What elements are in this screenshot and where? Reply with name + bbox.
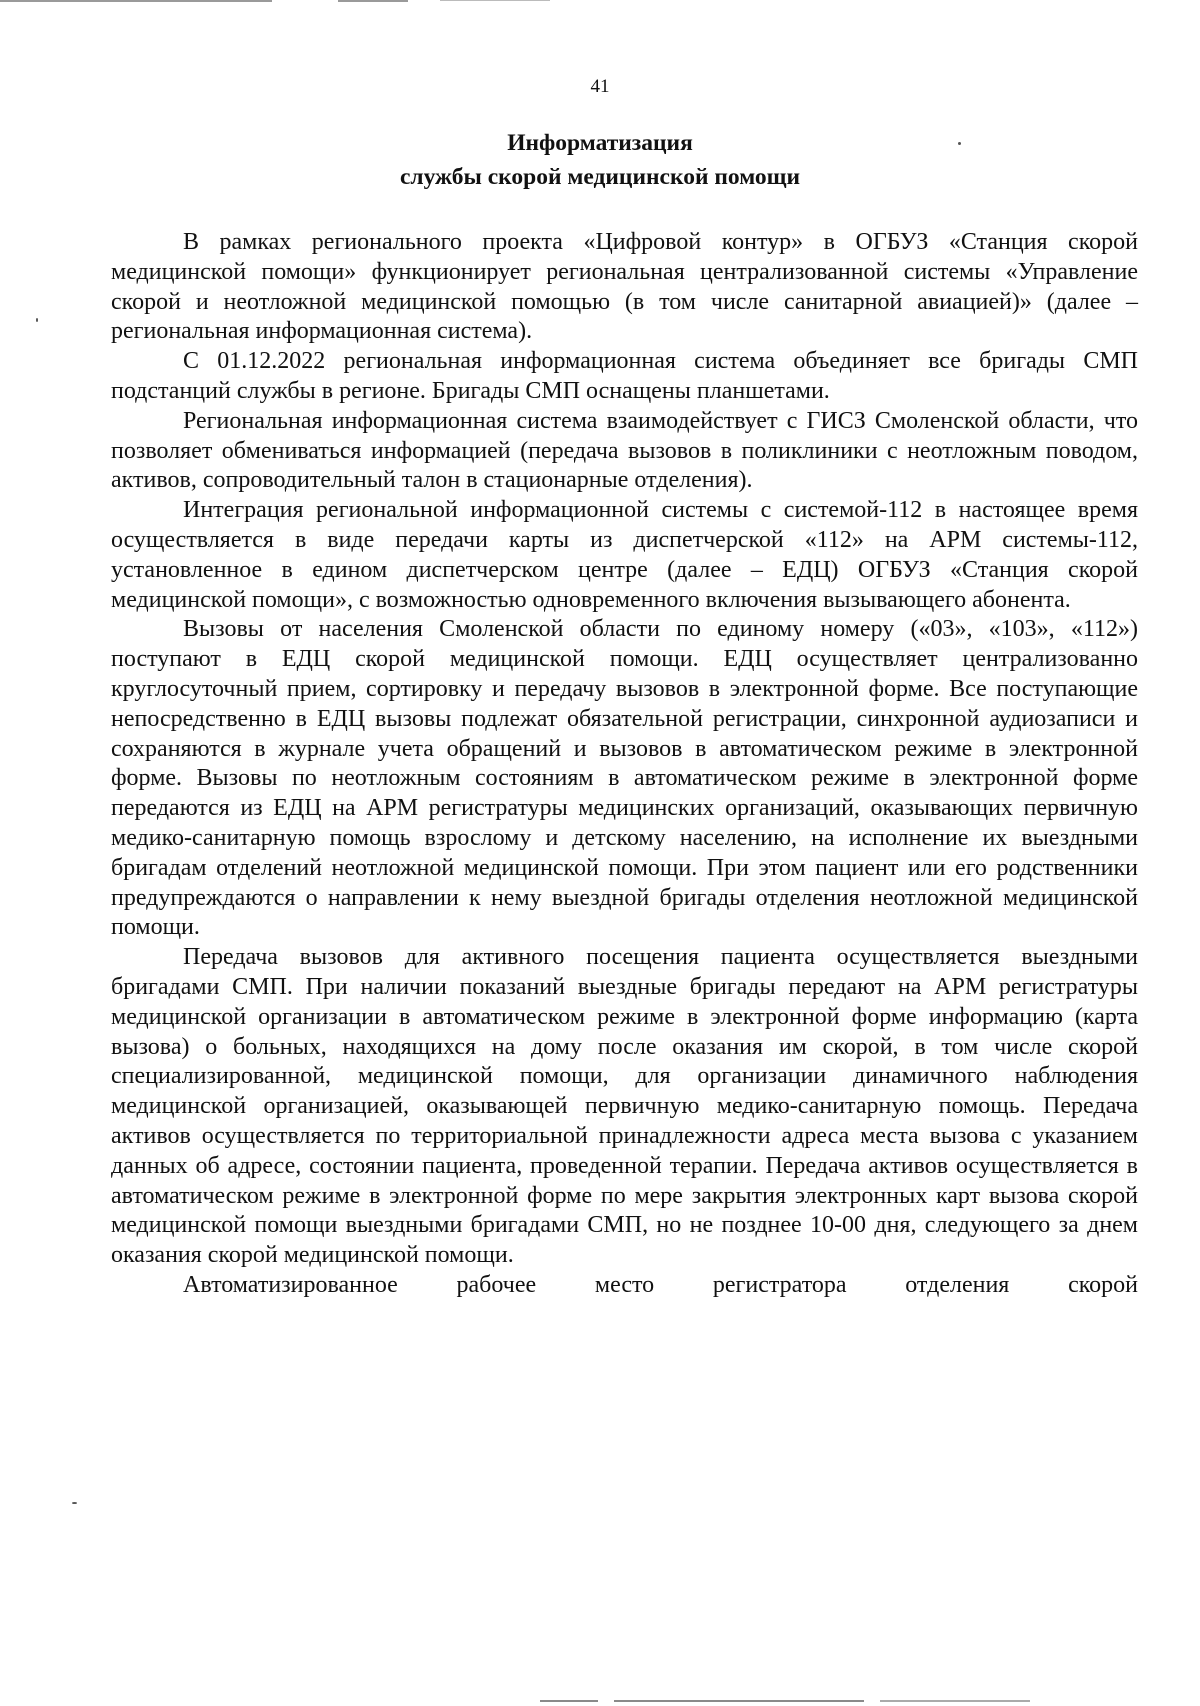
scan-artifact-bottom-mid: [614, 1700, 864, 1702]
page-number: 41: [590, 76, 610, 97]
title-line-2: службы скорой медицинской помощи: [399, 164, 801, 190]
paragraph-4: Интеграция региональной информационной системы с системой-112 в настоящее время осуществляется в виде передачи карты из диспетчерской «112» на АРМ системы-112, установленное в едином диспетчерском центре (далее – ЕДЦ) ОГБУЗ «Станция скорой медицинской помощи», с возможностью одновременного включения вызывающего абонента.: [111, 497, 1138, 613]
paragraph-6: Передача вызовов для активного посещения пациента осуществляется выездными бригадами СМП. При наличии показаний выездные бригады передают на АРМ регистратуры медицинской организации в автоматическом режиме в электронной форме информацию (карта вызова) о больных, находящихся на дому после оказания им скорой, в том числе скорой специализированной, медицинской помощи, для организации динамичного наблюдения медицинской организацией, оказывающей первичную медико-санитарную помощь. Передача активов осуществляется по территориальной принадлежности адреса места вызова с указанием данных об адресе, состоянии пациента, проведенной терапии. Передача активов осуществляется в автоматическом режиме в электронной форме по мере закрытия электронных карт вызова скорой медицинской помощи выездными бригадами СМП, но не позднее 10-00 дня, следующего за днем оказания скорой медицинской помощи.: [111, 944, 1138, 1269]
scan-speck: [36, 318, 38, 322]
document-body: [111, 228, 1138, 1301]
scan-speck: [958, 142, 961, 145]
scan-artifact-top-mid: [338, 0, 408, 2]
paragraph-2: С 01.12.2022 региональная информационная система объединяет все бригады СМП подстанций службы в регионе. Бригады СМП оснащены планшетами.: [111, 348, 1138, 404]
scan-artifact-bottom-right: [880, 1700, 1030, 1702]
scan-artifact-top-left: [0, 0, 272, 2]
paragraph-7: Автоматизированное рабочее место регистратора отделения скорой: [183, 1271, 1138, 1298]
scan-artifact-bottom-left: [540, 1700, 598, 1702]
scan-speck: [72, 1502, 77, 1504]
scan-artifact-top-right: [440, 0, 550, 1]
paragraph-5: Вызовы от населения Смоленской области по единому номеру («03», «103», «112») поступают в ЕДЦ скорой медицинской помощи. ЕДЦ осуществляет централизованно круглосуточный прием, сортировку и передачу вызовов в электронной форме. Все поступающие непосредственно в ЕДЦ вызовы подлежат обязательной регистрации, синхронной аудиозаписи и сохраняются в журнале учета обращений и вызовов в автоматическом режиме в электронной форме. Вызовы по неотложным состояниям в автоматическом режиме в электронной форме передаются из ЕДЦ на АРМ регистратуры медицинских организаций, оказывающих первичную медико-санитарную помощь взрослому и детскому населению, на исполнение их выездными бригадам отделений неотложной медицинской помощи. При этом пациент или его родственники предупреждаются о направлении к нему выездной бригады отделения неотложной медицинской помощи.: [111, 616, 1138, 941]
paragraph-3: Региональная информационная система взаимодействует с ГИСЗ Смоленской области, что позволяет обмениваться информацией (передача вызовов в поликлиники с неотложным поводом, активов, сопроводительный талон в стационарные отделения).: [111, 407, 1138, 494]
title-line-1: Информатизация: [507, 130, 693, 156]
document-title: [0, 126, 1200, 194]
paragraph-1: В рамках регионального проекта «Цифровой контур» в ОГБУЗ «Станция скорой медицинской помощи» функционирует региональная централизованной системы «Управление скорой и неотложной медицинской помощью (в том числе санитарной авиацией)» (далее – региональная информационная система).: [111, 229, 1138, 345]
